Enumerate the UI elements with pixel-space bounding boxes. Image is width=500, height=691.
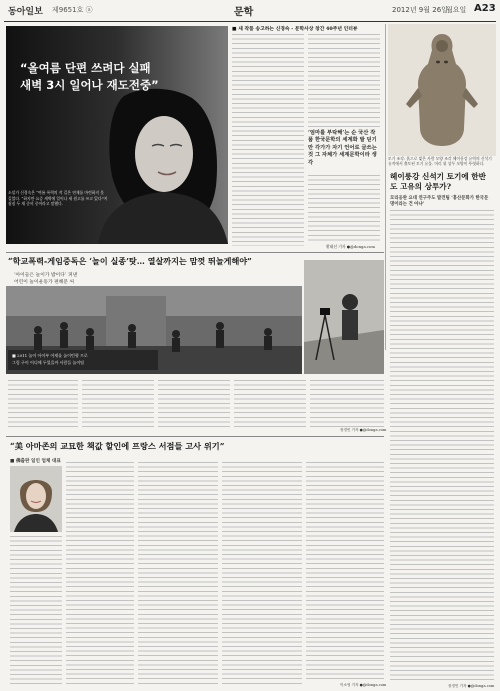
masthead	[0, 0, 500, 22]
middle-body-col-5	[310, 380, 384, 428]
top-story-kicker: ■ 새 작품 송고하는 신경숙 - 문학사상 창간 40주년 인터뷰	[232, 26, 358, 32]
issue-date: 2012년 9월 26일	[392, 6, 448, 14]
photographer-portrait-photo	[304, 260, 384, 374]
masthead-rule	[4, 21, 496, 22]
photo-caption-line-2: 그림 구이 어디에 두었을까 사람들 놀이팀	[12, 360, 85, 365]
bottom-top-rule	[6, 436, 384, 437]
top-story-body-col-2	[308, 34, 380, 127]
top-story-pull-quote: ‘엄마를 부탁해’는 순 국산 작품 한국문학의 세계화 발 딛기만 각가가 자기 언어로 글쓰는 것 그 자체가 세계문학이라 생각	[308, 130, 377, 166]
middle-story-subhead-2: 어린이 놀이운동가 편해문 씨	[14, 280, 75, 285]
middle-body-col-2	[82, 380, 154, 430]
side-story-subhead: 모리웅완 요대 연구주도 발견팀 ‘홍산문화가 한국문명이라는 건 아냐’	[390, 196, 489, 207]
middle-body-col-3	[158, 380, 230, 430]
bottom-body-col-2	[138, 462, 218, 684]
middle-top-rule	[6, 252, 384, 253]
photo-caption-line-1: ■ 2011 놀이 아이부 어재를 놀이턴형 프로	[12, 353, 88, 358]
side-story-byline: 장경민 기자 ●@donga.com	[448, 684, 495, 688]
bottom-body-col-3	[222, 462, 302, 684]
portrait-caption: 소설가 신경숙은 “여름 폭력의 작 길은 연재를 마련하지 못 길었다. “하지만 요즘 새벽에 일어나 새 원고를 쓰고 있다”며 짐짐 두 재 준비 중이라고 말했다.	[8, 190, 108, 207]
section-title: 문학	[234, 7, 254, 18]
newspaper-name: 동아일보	[8, 7, 43, 17]
issue-number: 제9651호 ⓐ	[52, 6, 93, 14]
page-number: A23	[474, 3, 496, 14]
middle-story-headline: “학교폭력-게임중독은 ‘놀이 실종’탓… 열살까지는 맘껏 뛰놀게해야”	[8, 256, 252, 266]
column-divider	[385, 24, 386, 350]
top-story-body-col-1	[232, 34, 304, 246]
bottom-story-subhead: ■ 佛출판 일인 업체 대표	[10, 459, 61, 464]
top-story-byline: 황태선 기자 ●@donga.com	[326, 244, 375, 249]
clay-figure-caption: 토기 조각: 흙으로 빚은 사람 모양 조각 헤이룽강 유역의 신석기 유적에서 출토된 토기 유물. 머리 위 상투 모양이 뚜렷하다.	[388, 156, 492, 167]
bottom-story-headline: “美 아마존의 교묘한 책값 할인에 프랑스 서점들 고사 위기”	[10, 441, 225, 451]
top-story-body-col-2b	[308, 175, 380, 243]
bottom-body-col-0	[10, 536, 62, 684]
author-portrait-photo	[6, 26, 228, 244]
middle-body-col-4	[234, 380, 306, 430]
bottom-story-byline: 이소영 기자 ●@donga.com	[340, 683, 387, 687]
clay-figure-photo	[388, 24, 496, 156]
middle-story-byline: 장경민 기자 ●@donga.com	[340, 428, 387, 432]
middle-story-subhead-1: ‘아이들은 놀이가 밥이다’ 펴낸	[14, 273, 78, 278]
side-story-headline: 헤이룽강 신석기 토기에 한반도 고유의 상투가?	[390, 172, 486, 191]
headline-quote-line-1: “올여름 단편 쓰려다 실패	[20, 61, 151, 75]
side-story-body	[390, 210, 494, 684]
bottom-body-col-4	[306, 462, 384, 682]
headline-quote-line-2: 새벽 3시 일어나 재도전중”	[20, 78, 159, 92]
bottom-body-col-1	[66, 462, 134, 684]
middle-body-col-1	[8, 380, 78, 430]
headline-quote	[20, 60, 220, 94]
publisher-portrait-photo	[10, 466, 62, 532]
photo-caption-box	[8, 350, 158, 370]
issue-weekday: 월요일	[446, 6, 467, 14]
